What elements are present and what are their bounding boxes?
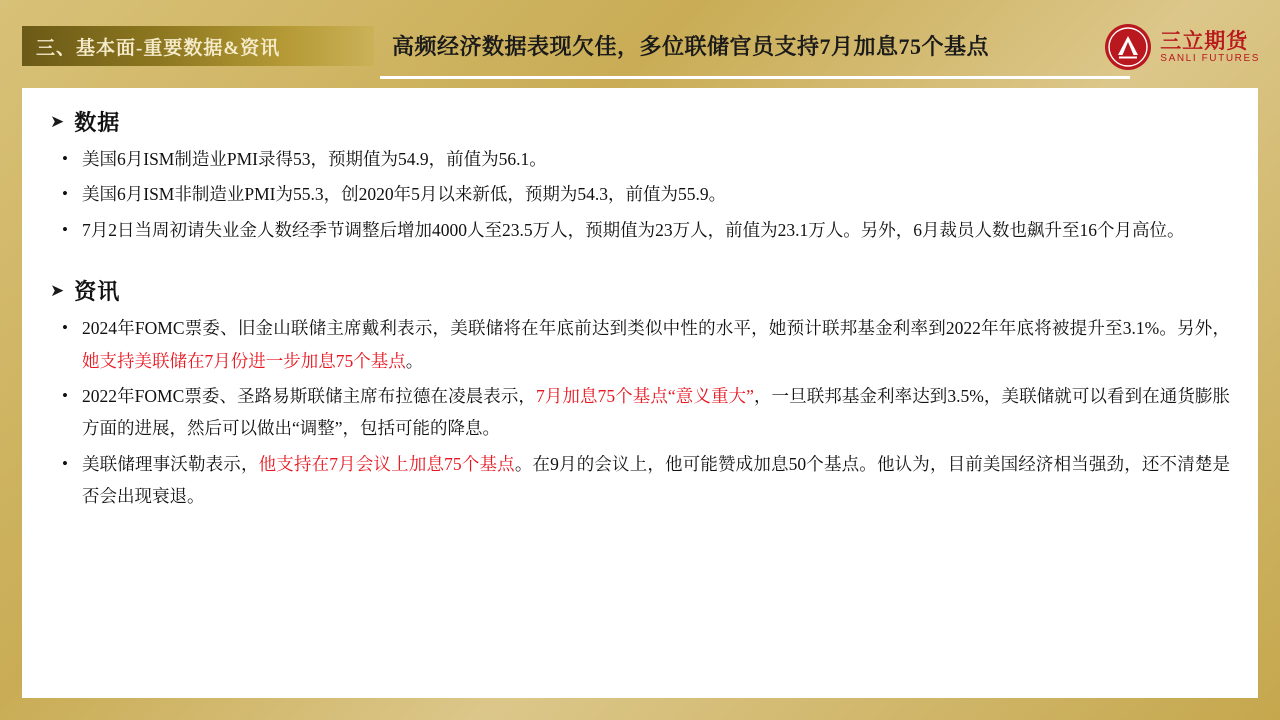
slide-header bbox=[0, 0, 1280, 88]
list-item-highlight: 他支持在7月会议上加息75个基点 bbox=[258, 453, 515, 474]
list-item-text: 美国6月ISM非制造业PMI为55.3，创2020年5月以来新低，预期为54.3，前值为55.9。 bbox=[82, 184, 727, 205]
arrow-bullet-icon: ➤ bbox=[50, 281, 65, 301]
list-item-text-tail: ，一旦联邦基金利率达到3.5%，美联储就可以看到在通货膨胀方面的进展，然后可以做出“调整”，包括可能的降息。 bbox=[82, 385, 1230, 439]
header-divider bbox=[380, 76, 1130, 79]
section-heading-news bbox=[50, 275, 1230, 306]
content-body bbox=[50, 106, 1230, 515]
section-title-label: 资讯 bbox=[74, 279, 121, 305]
list-item-text: 2022年FOMC票委、圣路易斯联储主席布拉德在凌晨表示， bbox=[82, 385, 537, 406]
list-item bbox=[56, 312, 1230, 377]
section-tag-label: 三、基本面-重要数据&资讯 bbox=[36, 37, 281, 59]
list-item-text: 美国6月ISM制造业PMI录得53，预期值为54.9，前值为56.1。 bbox=[82, 149, 547, 169]
brand-name-en: SANLI FUTURES bbox=[1160, 52, 1260, 64]
section-spacer bbox=[50, 249, 1230, 275]
section-heading-data bbox=[50, 106, 1230, 137]
list-item bbox=[56, 143, 1230, 175]
brand-logo bbox=[1105, 24, 1260, 70]
list-item bbox=[56, 214, 1230, 246]
mountain-logo-icon bbox=[1105, 24, 1151, 70]
list-item bbox=[56, 380, 1230, 445]
page-title: 高频经济数据表现欠佳，多位联储官员支持7月加息75个基点 bbox=[392, 34, 990, 59]
list-item-text: 7月2日当周初请失业金人数经季节调整后增加4000人至23.5万人，预期值为23万人，前值为23.1万人。另外，6月裁员人数也飙升至16个月高位。 bbox=[82, 219, 1185, 240]
list-item-text: 2024年FOMC票委、旧金山联储主席戴利表示，美联储将在年底前达到类似中性的水平，她预计联邦基金利率到2022年年底将被提升至3.1%。另外， bbox=[82, 318, 1230, 339]
arrow-bullet-icon: ➤ bbox=[50, 112, 65, 131]
brand-name-cn: 三立期货 bbox=[1160, 28, 1249, 53]
brand-text bbox=[1160, 30, 1260, 65]
section-title-label: 数据 bbox=[74, 110, 121, 135]
section-tag-plate bbox=[22, 26, 374, 66]
bullet-list-news bbox=[50, 312, 1230, 512]
list-item bbox=[56, 178, 1230, 210]
list-item-highlight: 她支持美联储在7月份进一步加息75个基点 bbox=[82, 350, 406, 371]
list-item-text-tail: 。在9月的会议上，他可能赞成加息50个基点。他认为，目前美国经济相当强劲，还不清楚是否会出现衰退。 bbox=[82, 453, 1231, 506]
bullet-list-data bbox=[50, 143, 1230, 246]
list-item-highlight: 7月加息75个基点“意义重大” bbox=[536, 385, 754, 406]
content-panel bbox=[22, 88, 1258, 698]
list-item bbox=[56, 448, 1230, 513]
list-item-text: 美联储理事沃勒表示， bbox=[82, 453, 259, 474]
list-item-text-tail: 。 bbox=[405, 350, 424, 371]
